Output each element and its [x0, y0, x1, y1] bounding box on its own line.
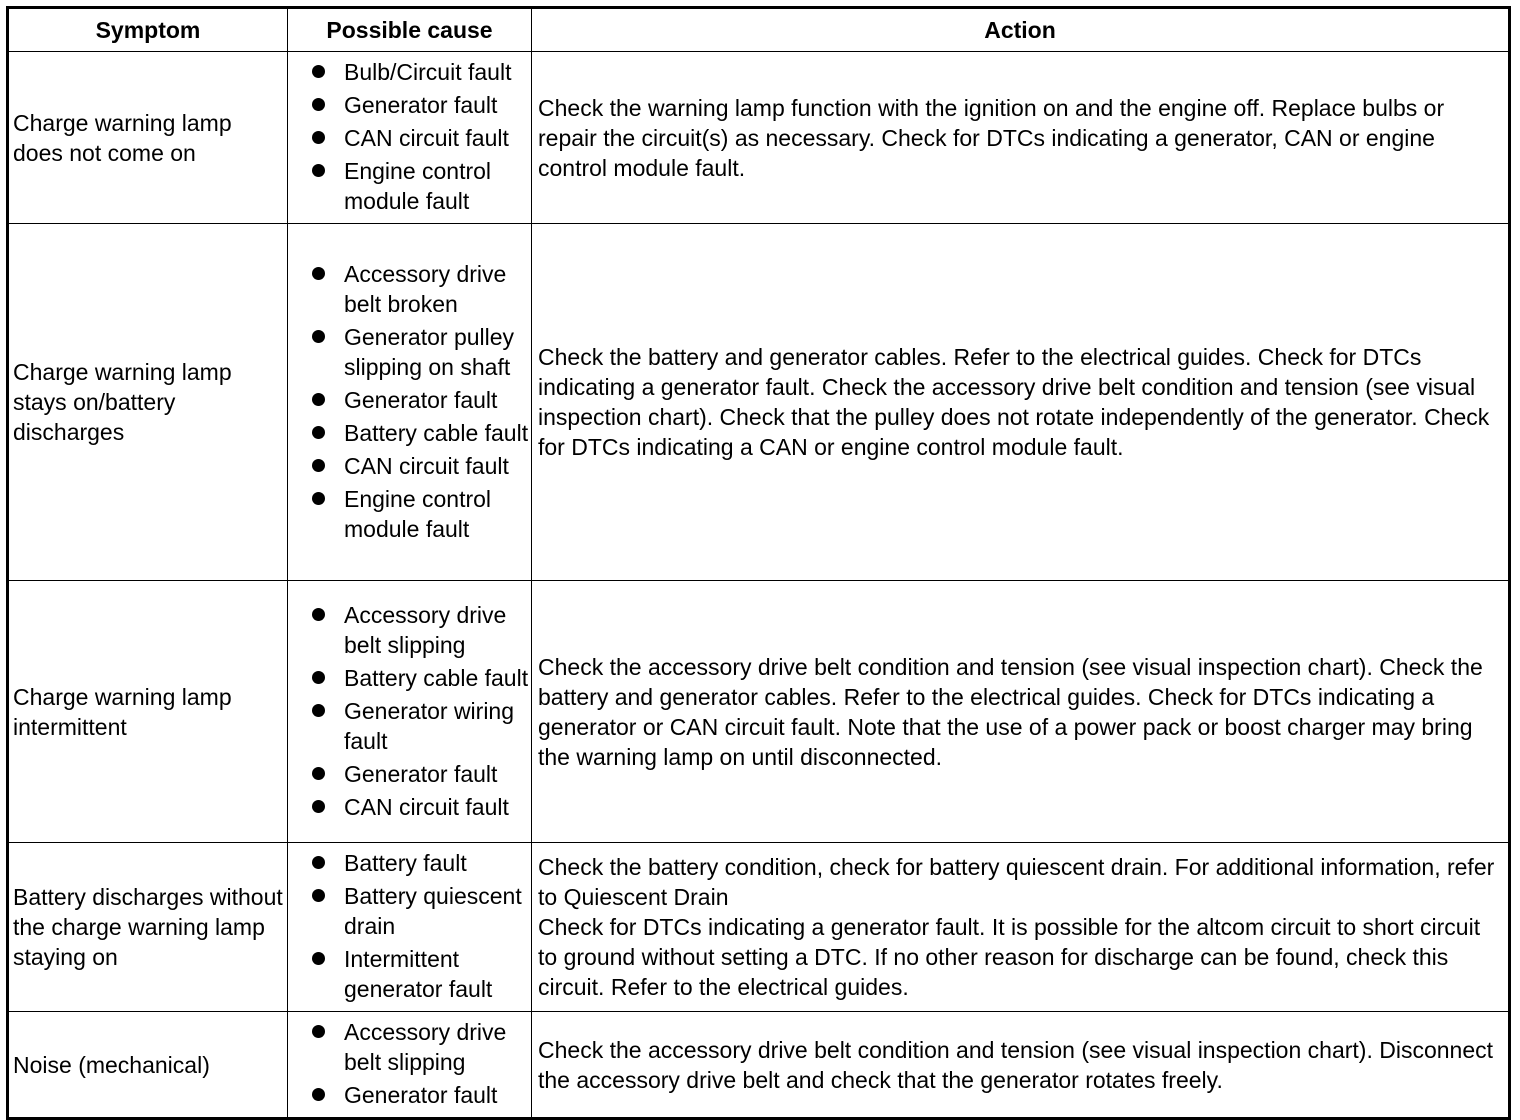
cause-list: [310, 57, 529, 216]
cause-text: Engine control module fault: [344, 158, 492, 214]
cause-text: Generator wiring fault: [344, 697, 515, 754]
symptom-cell: Charge warning lamp does not come on: [8, 52, 288, 224]
list-item: [310, 600, 529, 660]
list-item: [310, 944, 529, 1004]
cause-list: [310, 848, 529, 1004]
bullet-icon: [312, 608, 325, 621]
action-text: Check the battery condition, check for battery quiescent drain. For additional information, refer to Quiescent Drain: [538, 854, 1495, 910]
bullet-icon: [312, 952, 325, 965]
action-cell: [532, 224, 1510, 581]
header-action: Action: [532, 8, 1510, 52]
action-text: Check the accessory drive belt condition and tension (see visual inspection chart). Disconnect the accessory drive belt and check that the generator rotates freely.: [538, 1036, 1493, 1093]
table-row: [8, 52, 1510, 224]
cause-text: CAN circuit fault: [344, 125, 509, 151]
bullet-icon: [312, 267, 325, 280]
symptom-cell: Charge warning lamp intermittent: [8, 581, 288, 843]
bullet-icon: [312, 856, 325, 869]
cause-text: Accessory drive belt broken: [344, 260, 507, 317]
cause-text: Generator fault: [344, 760, 498, 787]
symptom-cell: Charge warning lamp stays on/battery discharges: [8, 224, 288, 581]
bullet-icon: [312, 767, 325, 780]
bullet-icon: [312, 1025, 325, 1038]
bullet-icon: [312, 800, 325, 813]
bullet-icon: [312, 492, 325, 505]
list-item: [310, 451, 529, 481]
cause-text: Generator fault: [344, 92, 498, 118]
cause-text: Battery cable fault: [344, 664, 529, 691]
cause-cell: [288, 581, 532, 843]
list-item: [310, 792, 529, 822]
list-item: [310, 848, 529, 878]
cause-text: Bulb/Circuit fault: [344, 59, 512, 85]
cause-list: [310, 1017, 529, 1110]
bullet-icon: [312, 98, 325, 111]
cause-cell: [288, 52, 532, 224]
cause-cell: [288, 224, 532, 581]
action-cell: [532, 843, 1510, 1012]
table-row: [8, 843, 1510, 1012]
cause-text: Accessory drive belt slipping: [344, 1019, 507, 1075]
cause-text: Battery fault: [344, 850, 467, 876]
bullet-icon: [312, 65, 325, 78]
cause-text: Generator fault: [344, 1082, 498, 1108]
cause-text: CAN circuit fault: [344, 452, 509, 479]
list-item: [310, 259, 529, 319]
cause-cell: [288, 1012, 532, 1119]
action-cell: [532, 1012, 1510, 1119]
action-text: Check the battery and generator cables. Refer to the electrical guides. Check for DTCs indicating a generator fault. Check the accessory drive belt condition and tension (see visual inspection chart). Check that the pulley does not rotate independently of the generator. Check for DTCs indicating a CAN or engine control module fault.: [538, 344, 1490, 460]
table-row: [8, 224, 1510, 581]
header-possible-cause: Possible cause: [288, 8, 532, 52]
list-item: [310, 123, 529, 153]
table-row: [8, 1012, 1510, 1119]
cause-list: [310, 259, 529, 544]
cause-text: Accessory drive belt slipping: [344, 601, 507, 658]
list-item: [310, 1017, 529, 1077]
cause-text: Generator fault: [344, 386, 498, 413]
action-cell: [532, 52, 1510, 224]
symptom-cell: Noise (mechanical): [8, 1012, 288, 1119]
list-item: [310, 90, 529, 120]
action-text: Check for DTCs indicating a generator fault. It is possible for the altcom circuit to short circuit to ground without setting a DTC. If no other reason for discharge can be found, check this circuit. Refer to the electrical guides.: [538, 914, 1481, 1000]
cause-text: Generator pulley slipping on shaft: [344, 323, 515, 380]
bullet-icon: [312, 704, 325, 717]
list-item: [310, 322, 529, 382]
bullet-icon: [312, 671, 325, 684]
bullet-icon: [312, 131, 325, 144]
bullet-icon: [312, 1088, 325, 1101]
action-cell: [532, 581, 1510, 843]
cause-text: CAN circuit fault: [344, 793, 509, 820]
list-item: [310, 696, 529, 756]
bullet-icon: [312, 393, 325, 406]
list-item: [310, 57, 529, 87]
action-text: Check the accessory drive belt condition and tension (see visual inspection chart). Check the battery and generator cables. Refer to the electrical guides. Check for DTCs indicating a generator or CAN circuit fault. Note that the use of a power pack or boost charger may bring the warning lamp on until disconnected.: [538, 653, 1483, 770]
list-item: [310, 156, 529, 216]
list-item: [310, 385, 529, 415]
cause-text: Battery quiescent drain: [344, 883, 522, 939]
list-item: [310, 759, 529, 789]
cause-list: [310, 600, 529, 822]
cause-text: Battery cable fault: [344, 419, 529, 446]
diagnosis-table: [6, 6, 1511, 1120]
bullet-icon: [312, 459, 325, 472]
bullet-icon: [312, 889, 325, 902]
bullet-icon: [312, 330, 325, 343]
list-item: [310, 484, 529, 544]
header-row: [8, 8, 1510, 52]
bullet-icon: [312, 426, 325, 439]
list-item: [310, 881, 529, 941]
symptom-cell: Battery discharges without the charge warning lamp staying on: [8, 843, 288, 1012]
list-item: [310, 663, 529, 693]
header-symptom: Symptom: [8, 8, 288, 52]
cause-cell: [288, 843, 532, 1012]
action-text: Check the warning lamp function with the ignition on and the engine off. Replace bulbs or repair the circuit(s) as necessary. Check for DTCs indicating a generator, CAN or engine control module fault.: [538, 94, 1445, 181]
bullet-icon: [312, 164, 325, 177]
list-item: [310, 418, 529, 448]
list-item: [310, 1080, 529, 1110]
table-row: [8, 581, 1510, 843]
cause-text: Engine control module fault: [344, 485, 492, 542]
cause-text: Intermittent generator fault: [344, 946, 493, 1002]
